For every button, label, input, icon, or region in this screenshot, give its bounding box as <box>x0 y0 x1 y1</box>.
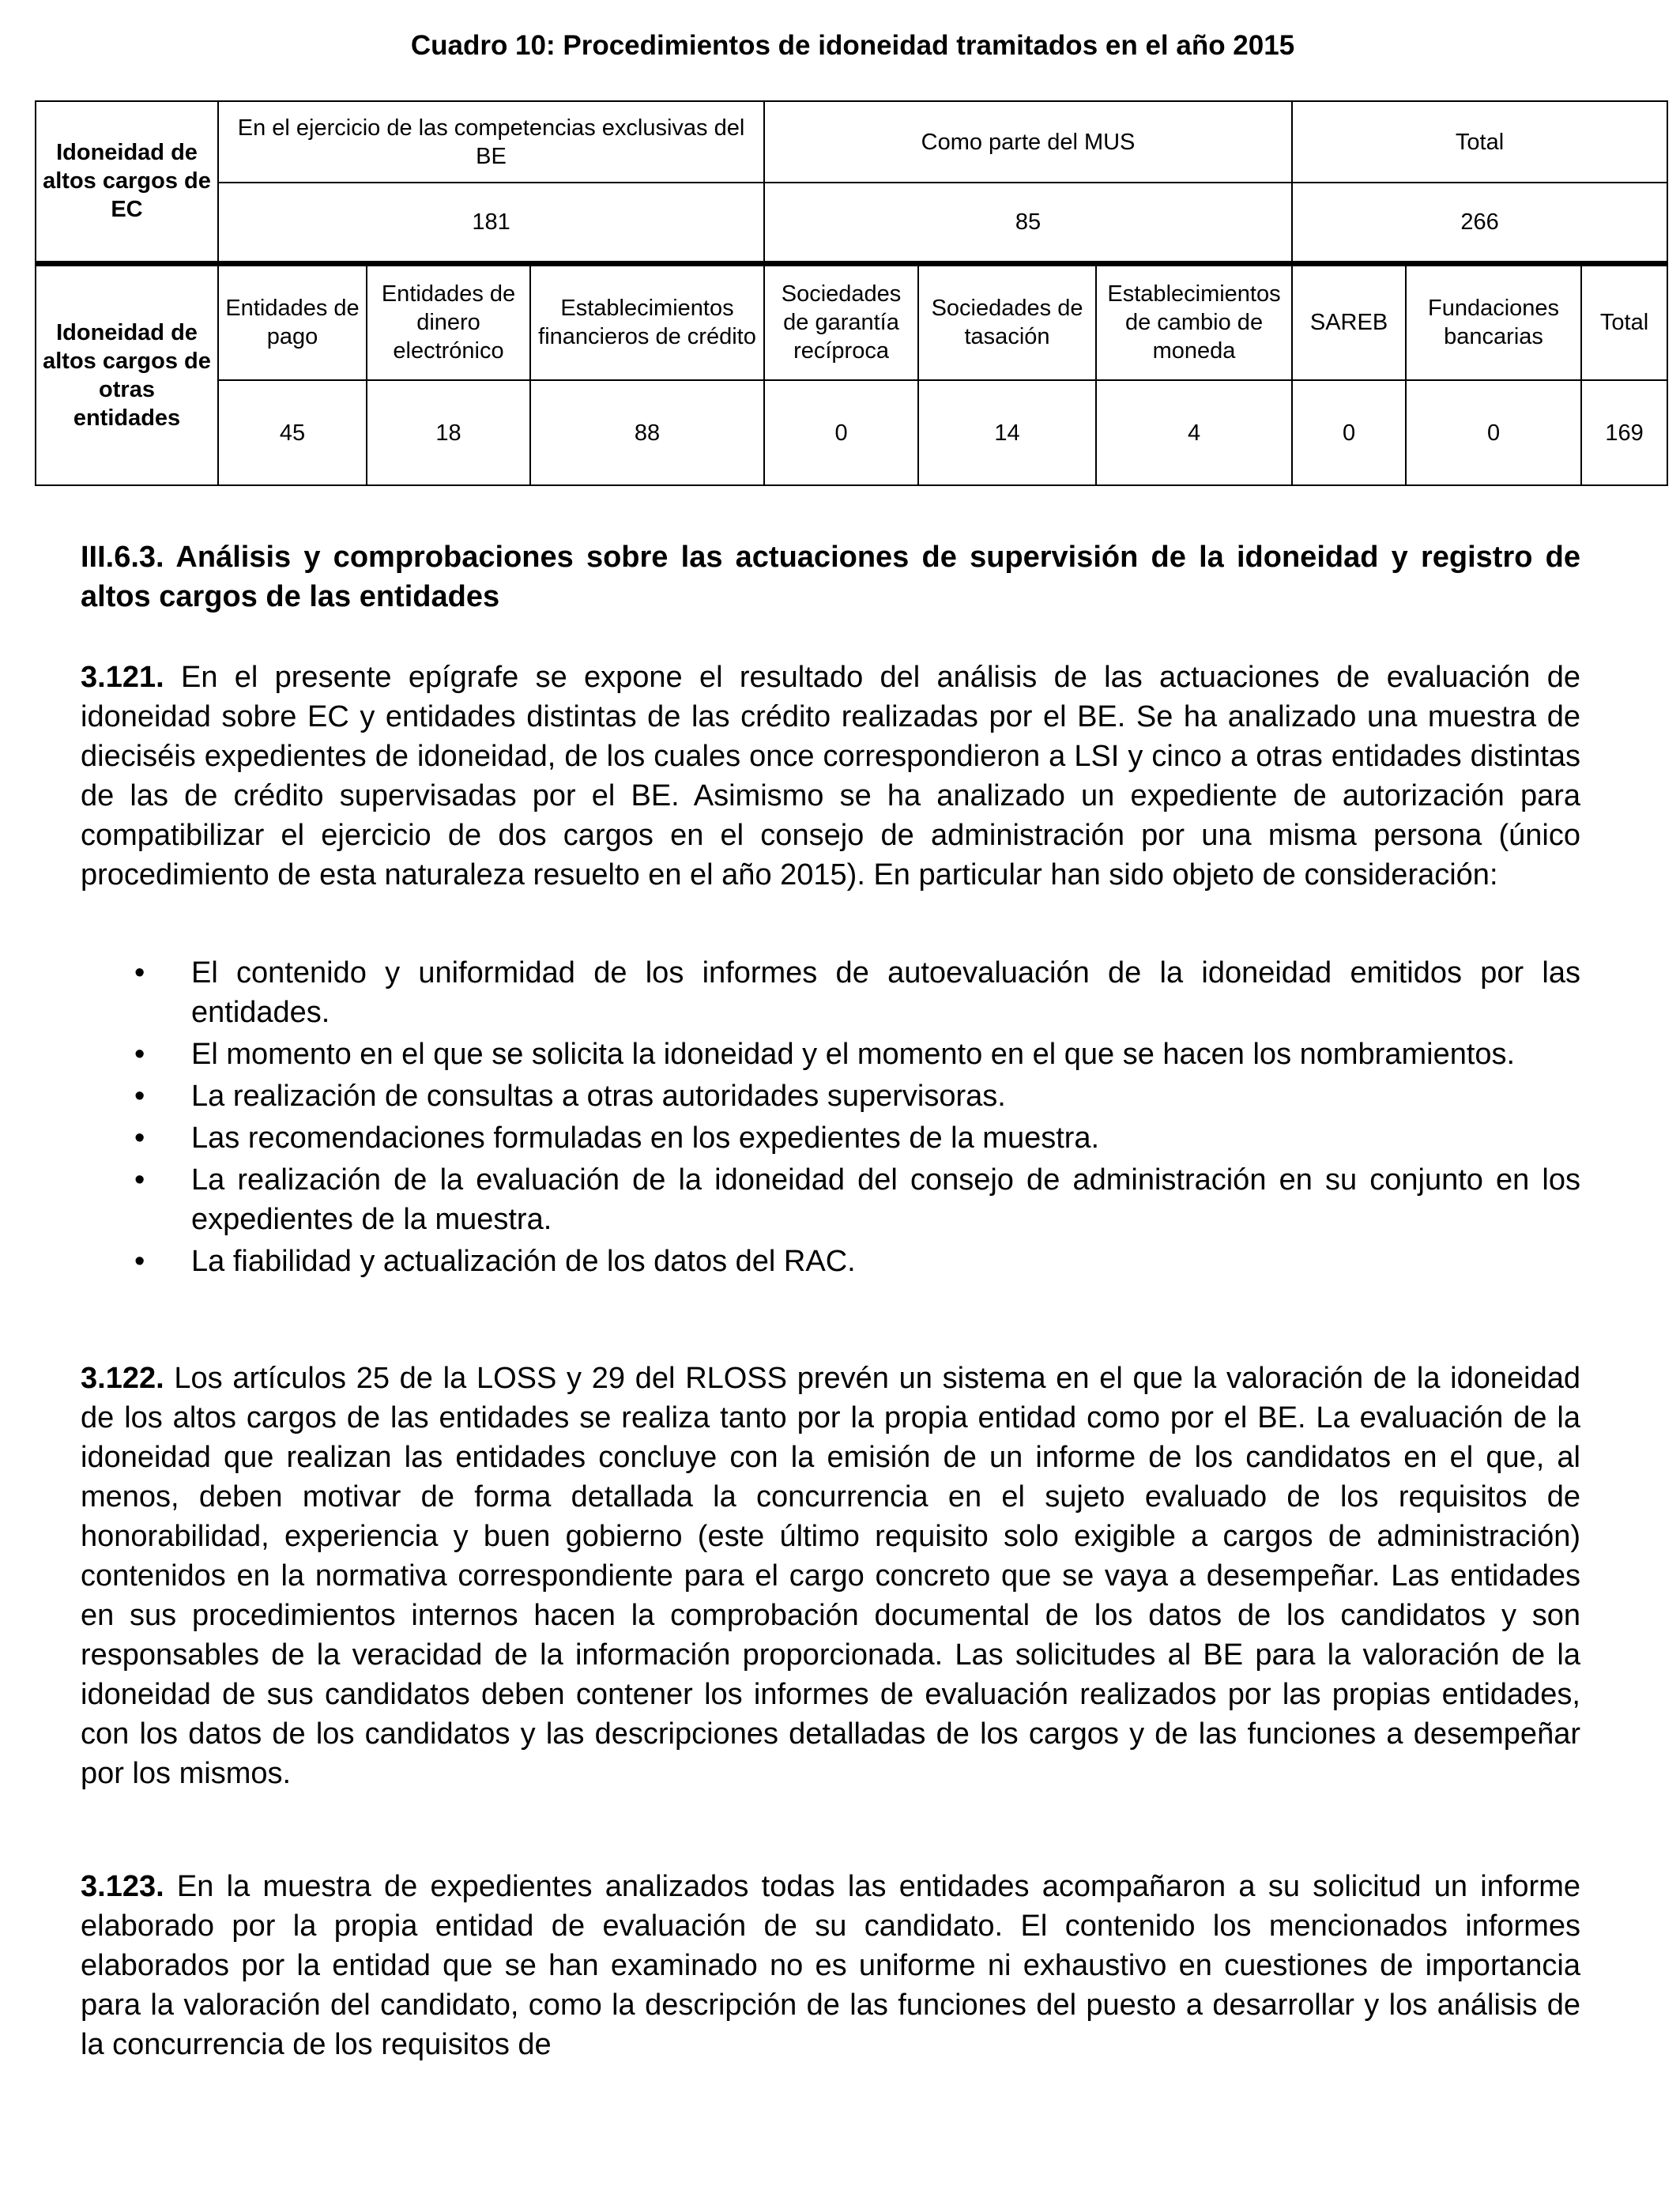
other-header: Fundaciones bancarias <box>1406 263 1581 380</box>
ec-header-total: Total <box>1292 101 1667 183</box>
paragraph-number: 3.123. <box>81 1870 164 1903</box>
other-value: 18 <box>367 380 530 485</box>
paragraph-number: 3.121. <box>81 661 164 694</box>
other-header: Entidades de pago <box>218 263 367 380</box>
other-header: Entidades de dinero electrónico <box>367 263 530 380</box>
section-title: Análisis y comprobaciones sobre las actuaciones de supervisión de la idoneidad y registro de altos cargos de las entidades <box>81 541 1580 613</box>
other-header: Establecimientos de cambio de moneda <box>1096 263 1292 380</box>
bullet-icon: • <box>134 956 145 990</box>
ec-header-mus: Como parte del MUS <box>764 101 1292 183</box>
list-item: • El contenido y uniformidad de los informes de autoevaluación de la idoneidad emitidos por las entidades. <box>81 953 1580 1032</box>
paragraph-number: 3.122. <box>81 1362 164 1395</box>
other-header: Sociedades de garantía recíproca <box>764 263 918 380</box>
section-number: III.6.3. <box>81 541 164 574</box>
paragraph-text: En la muestra de expedientes analizados todas las entidades acompañaron a su solicitud un informe elaborado por la propia entidad de evaluación de su candidato. El contenido los mencionados informes elaborados por la entidad que se han examinado no es uniforme ni exhaustivo en cuestiones de importancia para la valoración del candidato, como la descripción de las funciones del puesto a desarrollar y los análisis de la concurrencia de los requisitos de <box>81 1870 1580 2061</box>
other-value: 0 <box>1292 380 1406 485</box>
other-header: Establecimientos financieros de crédito <box>530 263 764 380</box>
paragraph-3-121 <box>81 658 1580 895</box>
paragraph-text: En el presente epígrafe se expone el resultado del análisis de las actuaciones de evaluación de idoneidad sobre EC y entidades distintas de las crédito realizadas por el BE. Se ha analizado una muestra de dieciséis expedientes de idoneidad, de los cuales once correspondieron a LSI y cinco a otras entidades distintas de las de crédito supervisadas por el BE. Asimismo se ha analizado un expediente de autorización para compatibilizar el ejercicio de dos cargos en el consejo de administración por una misma persona (único procedimiento de esta naturaleza resuelto en el año 2015). En particular han sido objeto de consideración: <box>81 661 1580 892</box>
list-item: • El momento en el que se solicita la idoneidad y el momento en el que se hacen los nombramientos. <box>81 1035 1580 1074</box>
ec-row-label: Idoneidad de altos cargos de EC <box>36 101 218 263</box>
paragraph-text: Los artículos 25 de la LOSS y 29 del RLOSS prevén un sistema en el que la valoración de la idoneidad de los altos cargos de las entidades se realiza tanto por la propia entidad como por el BE. La evaluación de la idoneidad que realizan las entidades concluye con la emisión de un informe de los candidatos en el que, al menos, deben motivar de forma detallada la concurrencia en el sujeto evaluado de los requisitos de honorabilidad, experiencia y buen gobierno (este último requisito solo exigible a cargos de administración) contenidos en la normativa correspondiente para el cargo concreto que se vaya a desempeñar. Las entidades en sus procedimientos internos hacen la comprobación documental de los datos de los candidatos y son responsables de la veracidad de la información proporcionada. Las solicitudes al BE para la valoración de la idoneidad de sus candidatos deben contener los informes de evaluación realizados por las propias entidades, con los datos de los candidatos y las descripciones detalladas de los cargos y de las funciones a desempeñar por los mismos. <box>81 1362 1580 1790</box>
list-item: • La fiabilidad y actualización de los datos del RAC. <box>81 1242 1580 1281</box>
bullet-icon: • <box>134 1122 145 1155</box>
consideration-list <box>81 953 1580 1284</box>
ec-value-exclusive: 181 <box>218 183 764 263</box>
bullet-icon: • <box>134 1038 145 1071</box>
paragraph-3-122 <box>81 1359 1580 1793</box>
section-heading <box>81 537 1580 616</box>
ec-value-mus: 85 <box>764 183 1292 263</box>
list-item: • La realización de consultas a otras autoridades supervisoras. <box>81 1076 1580 1116</box>
bullet-icon: • <box>134 1080 145 1113</box>
other-value: 0 <box>764 380 918 485</box>
other-row-label: Idoneidad de altos cargos de otras entidades <box>36 263 218 485</box>
other-value: 45 <box>218 380 367 485</box>
other-value: 4 <box>1096 380 1292 485</box>
bullet-icon: • <box>134 1163 145 1197</box>
other-header: Total <box>1581 263 1667 380</box>
other-header: SAREB <box>1292 263 1406 380</box>
other-header: Sociedades de tasación <box>918 263 1096 380</box>
other-value: 169 <box>1581 380 1667 485</box>
list-item: • Las recomendaciones formuladas en los expedientes de la muestra. <box>81 1118 1580 1158</box>
list-item: • La realización de la evaluación de la idoneidad del consejo de administración en su conjunto en los expedientes de la muestra. <box>81 1160 1580 1239</box>
idoneidad-table <box>35 100 1668 486</box>
bullet-icon: • <box>134 1245 145 1278</box>
other-value: 14 <box>918 380 1096 485</box>
other-value: 0 <box>1406 380 1581 485</box>
other-value: 88 <box>530 380 764 485</box>
ec-header-exclusive: En el ejercicio de las competencias exclusivas del BE <box>218 101 764 183</box>
ec-value-total: 266 <box>1292 183 1667 263</box>
paragraph-3-123 <box>81 1867 1580 2064</box>
table-caption: Cuadro 10: Procedimientos de idoneidad tramitados en el año 2015 <box>410 30 1295 61</box>
